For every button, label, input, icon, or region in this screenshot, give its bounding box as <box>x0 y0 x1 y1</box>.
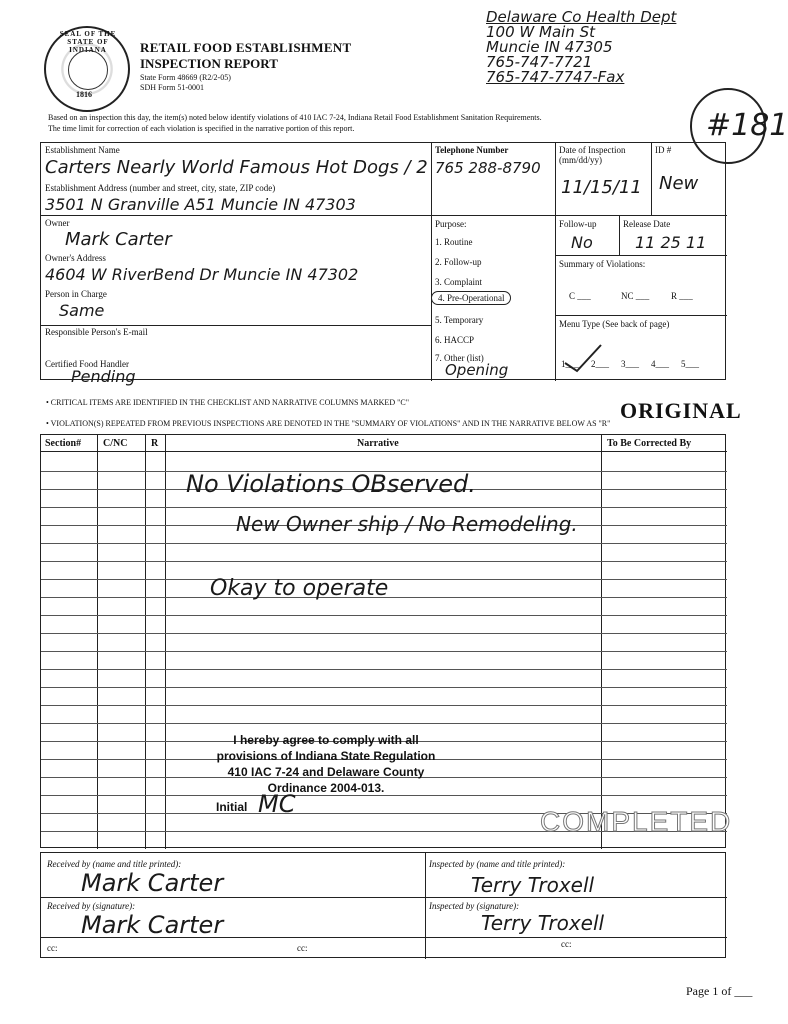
person-in-charge-value: Same <box>59 301 105 320</box>
seal-year: 1816 <box>76 90 92 99</box>
narrative-line-2: New Owner ship / No Remodeling. <box>236 512 578 536</box>
grid-divider <box>555 143 556 215</box>
menu-type-3-label: 3 <box>621 359 626 369</box>
form-title: RETAIL FOOD ESTABLISHMENT <box>140 40 352 55</box>
critical-items-notice: • CRITICAL ITEMS ARE IDENTIFIED IN THE CHECKLIST AND NARRATIVE COLUMNS MARKED "C" <box>46 398 409 407</box>
dept-street: 100 W Main St <box>486 23 595 41</box>
indiana-state-seal <box>44 26 130 112</box>
owner-address-label: Owner's Address <box>45 253 106 263</box>
grid-divider <box>41 215 727 216</box>
col-divider <box>601 435 602 849</box>
health-dept-stamp <box>486 10 716 85</box>
circled-number: #181 <box>706 108 788 143</box>
table-row-line <box>41 705 727 706</box>
summary-nc: NC ___ <box>621 291 650 301</box>
table-row-line <box>41 651 727 652</box>
follow-up-value: No <box>571 233 593 252</box>
summary-r-label: R <box>671 291 678 301</box>
purpose-follow-up: 2. Follow-up <box>435 257 482 267</box>
intro-line-2: The time limit for correction of each violation is specified in the narrative portion of this report. <box>48 124 355 133</box>
menu-type-3: 3___ <box>621 359 639 369</box>
col-c-nc: C/NC <box>103 438 128 449</box>
inspected-by-signature-label: Inspected by (signature): <box>429 901 520 911</box>
id-label: ID # <box>655 145 672 155</box>
owner-value: Mark Carter <box>65 229 172 250</box>
person-in-charge-label: Person in Charge <box>45 289 107 299</box>
purpose-other-value: Opening <box>445 361 509 379</box>
narrative-line-3: Okay to operate <box>210 576 389 601</box>
inspected-by-name-label: Inspected by (name and title printed): <box>429 859 566 869</box>
table-row-line <box>41 507 727 508</box>
table-row-line <box>41 723 727 724</box>
summary-c: C ___ <box>569 291 591 301</box>
grid-divider <box>651 143 652 215</box>
col-divider <box>145 435 146 849</box>
date-inspection-label: Date of Inspection (mm/dd/yy) <box>559 145 626 165</box>
certified-food-handler-value: Pending <box>71 367 136 386</box>
menu-type-5: 5___ <box>681 359 699 369</box>
cc-2: cc: <box>297 943 308 953</box>
table-row-line <box>41 561 727 562</box>
establishment-name-label: Establishment Name <box>45 145 120 155</box>
col-to-be-corrected: To Be Corrected By <box>607 438 692 449</box>
inspected-by-signature: Terry Troxell <box>481 911 605 935</box>
purpose-label: Purpose: <box>435 219 467 229</box>
dept-name: Delaware Co Health Dept <box>486 8 677 26</box>
state-form-number: State Form 48669 (R2/2-05) <box>140 73 231 82</box>
completed-stamp: COMPLETED <box>540 806 733 837</box>
purpose-other: 7. Other (list) <box>435 353 484 363</box>
col-divider <box>165 435 166 849</box>
table-row-line <box>41 633 727 634</box>
cc-1: cc: <box>47 943 58 953</box>
grid-divider <box>555 215 556 381</box>
responsible-email-label: Responsible Person's E-mail <box>45 327 148 337</box>
id-value: New <box>659 173 699 194</box>
grid-divider <box>431 143 432 381</box>
certified-food-handler-label: Certified Food Handler <box>45 359 129 369</box>
header-divider <box>41 451 727 452</box>
menu-type-check-mark <box>563 343 603 373</box>
col-section: Section# <box>45 438 82 449</box>
purpose-pre-operational-circled: 4. Pre-Operational <box>431 291 511 305</box>
page-number: Page 1 of ___ <box>686 984 753 998</box>
summary-nc-label: NC <box>621 291 634 301</box>
grid-divider <box>555 315 727 316</box>
received-by-name-value: Mark Carter <box>81 869 224 897</box>
dept-phone: 765-747-7721 <box>486 53 593 71</box>
menu-type-1: 1___ <box>561 359 579 369</box>
agreement-text: I hereby agree to comply with all provisions of Indiana State Regulation 410 IAC 7-24 and Delaware County Ordinance 2004-013. <box>216 733 436 795</box>
grid-divider <box>41 325 431 326</box>
narrative-line-1: No Violations OBserved. <box>186 470 476 498</box>
menu-type-label: Menu Type (See back of page) <box>559 319 670 329</box>
menu-type-2-label: 2 <box>591 359 596 369</box>
sig-divider <box>41 897 727 898</box>
summary-c-label: C <box>569 291 576 301</box>
inspected-by-name-value: Terry Troxell <box>471 873 595 897</box>
menu-type-1-label: 1 <box>561 359 566 369</box>
received-by-signature-label: Received by (signature): <box>47 901 136 911</box>
address-label: Establishment Address (number and street, city, state, ZIP code) <box>45 183 276 193</box>
grid-divider <box>555 255 727 256</box>
dept-city: Muncie IN 47305 <box>486 38 613 56</box>
address-value: 3501 N Granville A51 Muncie IN 47303 <box>45 195 356 214</box>
table-row-line <box>41 543 727 544</box>
col-narrative: Narrative <box>357 438 399 449</box>
release-date-label: Release Date <box>623 219 671 229</box>
establishment-name-value: Carters Nearly World Famous Hot Dogs / 2 <box>45 157 428 178</box>
original-stamp: ORIGINAL <box>620 398 742 423</box>
release-date-value: 11 25 11 <box>635 233 707 252</box>
col-r: R <box>151 438 159 449</box>
menu-type-4-label: 4 <box>651 359 656 369</box>
telephone-value: 765 288-8790 <box>435 159 541 177</box>
menu-type-4: 4___ <box>651 359 669 369</box>
owner-address-value: 4604 W RiverBend Dr Muncie IN 47302 <box>45 265 359 284</box>
intro-text <box>48 112 748 134</box>
form-subtitle: INSPECTION REPORT <box>140 56 278 71</box>
grid-divider <box>619 215 620 255</box>
summary-label: Summary of Violations: <box>559 259 646 269</box>
seal-inner-ring <box>68 50 108 90</box>
initial-value: MC <box>258 790 296 818</box>
telephone-label: Telephone Number <box>435 145 509 155</box>
repeated-violations-notice: • VIOLATION(S) REPEATED FROM PREVIOUS INSPECTIONS ARE DENOTED IN THE "SUMMARY OF VIOLATIONS" AND IN THE NARRATIVE BELOW AS "R" <box>46 419 611 428</box>
date-inspection-value: 11/15/11 <box>561 177 642 198</box>
menu-type-2: 2___ <box>591 359 609 369</box>
signature-block <box>40 852 726 958</box>
owner-label: Owner <box>45 218 70 228</box>
col-divider <box>97 435 98 849</box>
follow-up-label: Follow-up <box>559 219 597 229</box>
purpose-routine: 1. Routine <box>435 237 473 247</box>
purpose-temporary: 5. Temporary <box>435 315 484 325</box>
dept-fax: 765-747-7747-Fax <box>486 68 625 86</box>
summary-r: R ___ <box>671 291 693 301</box>
establishment-info-grid <box>40 142 726 386</box>
sig-divider <box>425 853 426 959</box>
table-row-line <box>41 687 727 688</box>
table-row-line <box>41 669 727 670</box>
table-row-line <box>41 615 727 616</box>
initial-label: Initial <box>216 800 248 814</box>
seal-text: SEAL OF THE STATE OF INDIANA <box>59 30 117 54</box>
cc-3: cc: <box>561 939 572 949</box>
purpose-haccp: 6. HACCP <box>435 335 475 345</box>
intro-line-1: Based on an inspection this day, the item(s) noted below identify violations of 410 IAC 7-24, Indiana Retail Food Establishment Sanitation Requirements. <box>48 113 542 122</box>
received-by-signature: Mark Carter <box>81 911 224 939</box>
received-by-name-label: Received by (name and title printed): <box>47 859 182 869</box>
purpose-complaint: 3. Complaint <box>435 277 482 287</box>
sdh-form-number: SDH Form 51-0001 <box>140 83 205 92</box>
menu-type-5-label: 5 <box>681 359 686 369</box>
